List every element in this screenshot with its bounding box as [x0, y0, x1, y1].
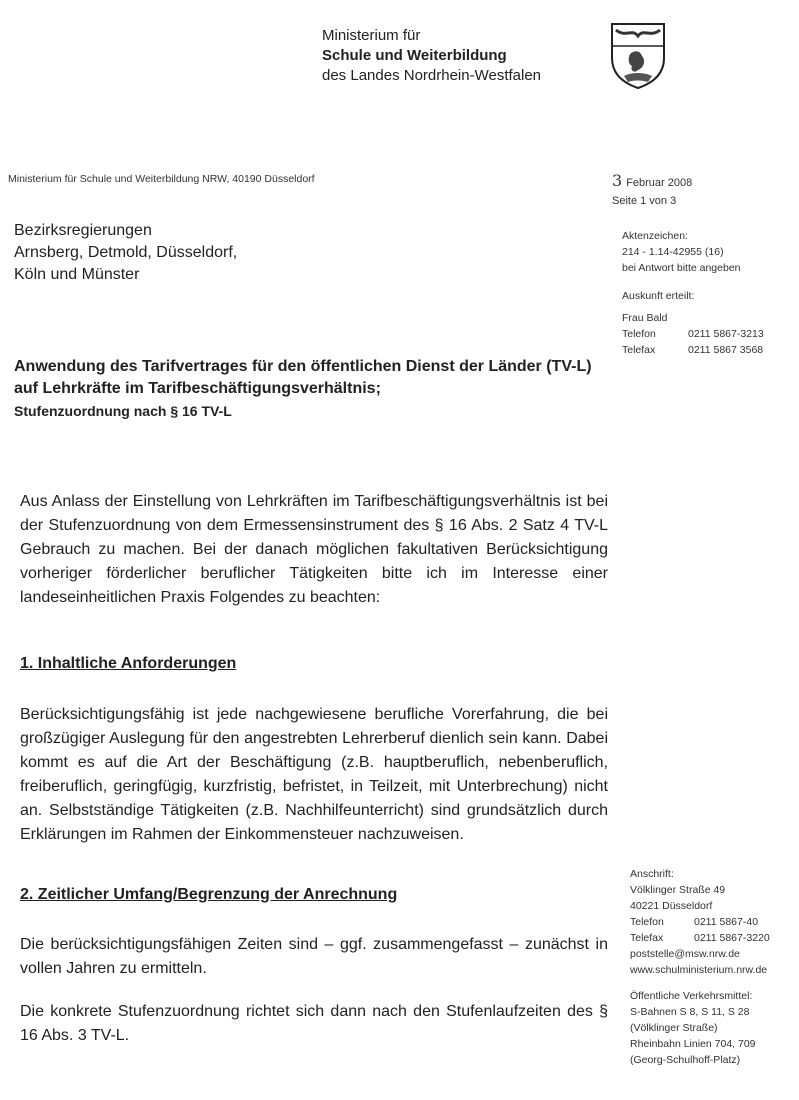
contact-telefon-label: Telefon: [622, 328, 656, 340]
ministry-name-line2: Schule und Weiterbildung: [322, 47, 507, 64]
anschrift-label: Anschrift:: [630, 868, 674, 880]
email-link[interactable]: poststelle@msw.nrw.de: [630, 948, 740, 960]
footer-telefon-label: Telefon: [630, 916, 664, 928]
section-heading-2: 2. Zeitlicher Umfang/Begrenzung der Anrechnung: [20, 886, 398, 903]
recipient-line2: Arnsberg, Detmold, Düsseldorf,: [14, 244, 238, 261]
subject-line2: Stufenzuordnung nach § 16 TV-L: [14, 403, 232, 419]
footer-telefax-value: 0211 5867-3220: [694, 932, 770, 944]
transit-sbahn-stop: (Völklinger Straße): [630, 1022, 718, 1034]
body-paragraph-3: Die berücksichtigungsfähigen Zeiten sind – ggf. zusammengefasst – zunächst in vollen Jahren zu ermitteln.: [20, 936, 608, 977]
auskunft-label: Auskunft erteilt:: [622, 290, 695, 302]
ministry-contact-footer: [630, 866, 798, 1068]
subject-line1: Anwendung des Tarifvertrages für den öffentlichen Dienst der Länder (TV-L) auf Lehrkräfte im Tarifbeschäftigungsverhältnis;: [14, 358, 592, 397]
subject-heading: [14, 356, 594, 422]
aktenzeichen-label: Aktenzeichen:: [622, 230, 688, 242]
city-address: 40221 Düsseldorf: [630, 900, 713, 912]
body-paragraph-1: Aus Anlass der Einstellung von Lehrkräften im Tarifbeschäftigungsverhältnis ist bei der Stufenzuordnung von dem Ermessensinstrument des § 16 Abs. 2 Satz 4 TV-L Gebrauch zu machen. Bei der danach möglichen fakultativen Berücksichtigung vorheriger förderlicher beruflicher Tätigkeiten bitte ich im Interesse einer landeseinheitlichen Praxis Folgendes zu beachten:: [20, 493, 608, 606]
section-heading-1: 1. Inhaltliche Anforderungen: [20, 655, 237, 672]
date-day: 3: [612, 171, 623, 190]
street-address: Völklinger Straße 49: [630, 884, 726, 896]
website-link[interactable]: www.schulministerium.nrw.de: [630, 964, 768, 976]
nrw-coat-of-arms-icon: [608, 20, 668, 90]
sender-address-line: Ministerium für Schule und Weiterbildung NRW, 40190 Düsseldorf: [8, 173, 315, 185]
contact-telefax-label: Telefax: [622, 344, 656, 356]
date-month-year: Februar 2008: [626, 177, 693, 189]
footer-telefon-value: 0211 5867-40: [694, 916, 759, 928]
aktenzeichen-value: 214 - 1.14-42955 (16): [622, 246, 724, 258]
transit-rheinbahn: Rheinbahn Linien 704, 709: [630, 1038, 756, 1050]
transit-rheinbahn-stop: (Georg-Schulhoff-Platz): [630, 1054, 741, 1066]
contact-telefon-value: 0211 5867-3213: [688, 328, 764, 340]
contact-name: Frau Bald: [622, 312, 668, 324]
recipient-address: [14, 220, 237, 286]
body-paragraph-2: Berücksichtigungsfähig ist jede nachgewiesene berufliche Vorerfahrung, die bei großzügiger Auslegung für den angestrebten Lehrerberuf dienlich sein kann. Dabei kommt es auf die Art der Beschäftigung (z.B. hauptberuflich, nebenberuflich, freiberuflich, geringfügig, kurzfristig, befristet, in Teilzeit, mit Unterbrechung) nicht an. Selbstständige Tätigkeiten (z.B. Nachhilfeunterricht) sind grundsätzlich durch Erklärungen im Rahmen der Einkommensteuer nachzuweisen.: [20, 706, 608, 843]
ministry-name-line1: Ministerium für: [322, 27, 421, 44]
transit-label: Öffentliche Verkehrsmittel:: [630, 990, 753, 1002]
contact-telefax-value: 0211 5867 3568: [688, 344, 764, 356]
reference-block: [622, 228, 764, 358]
recipient-line3: Köln und Münster: [14, 266, 140, 283]
footer-telefax-label: Telefax: [630, 932, 664, 944]
page-indicator: Seite 1 von 3: [612, 195, 677, 207]
aktenzeichen-hint: bei Antwort bitte angeben: [622, 262, 741, 274]
ministry-name-line3: des Landes Nordrhein-Westfalen: [322, 67, 542, 84]
transit-sbahn: S-Bahnen S 8, S 11, S 28: [630, 1006, 750, 1018]
date-block: [612, 172, 692, 210]
recipient-line1: Bezirksregierungen: [14, 222, 152, 239]
body-paragraph-4: Die konkrete Stufenzuordnung richtet sich dann nach den Stufenlaufzeiten des § 16 Abs. 3 TV-L.: [20, 1003, 608, 1044]
ministry-letterhead: [322, 26, 541, 86]
